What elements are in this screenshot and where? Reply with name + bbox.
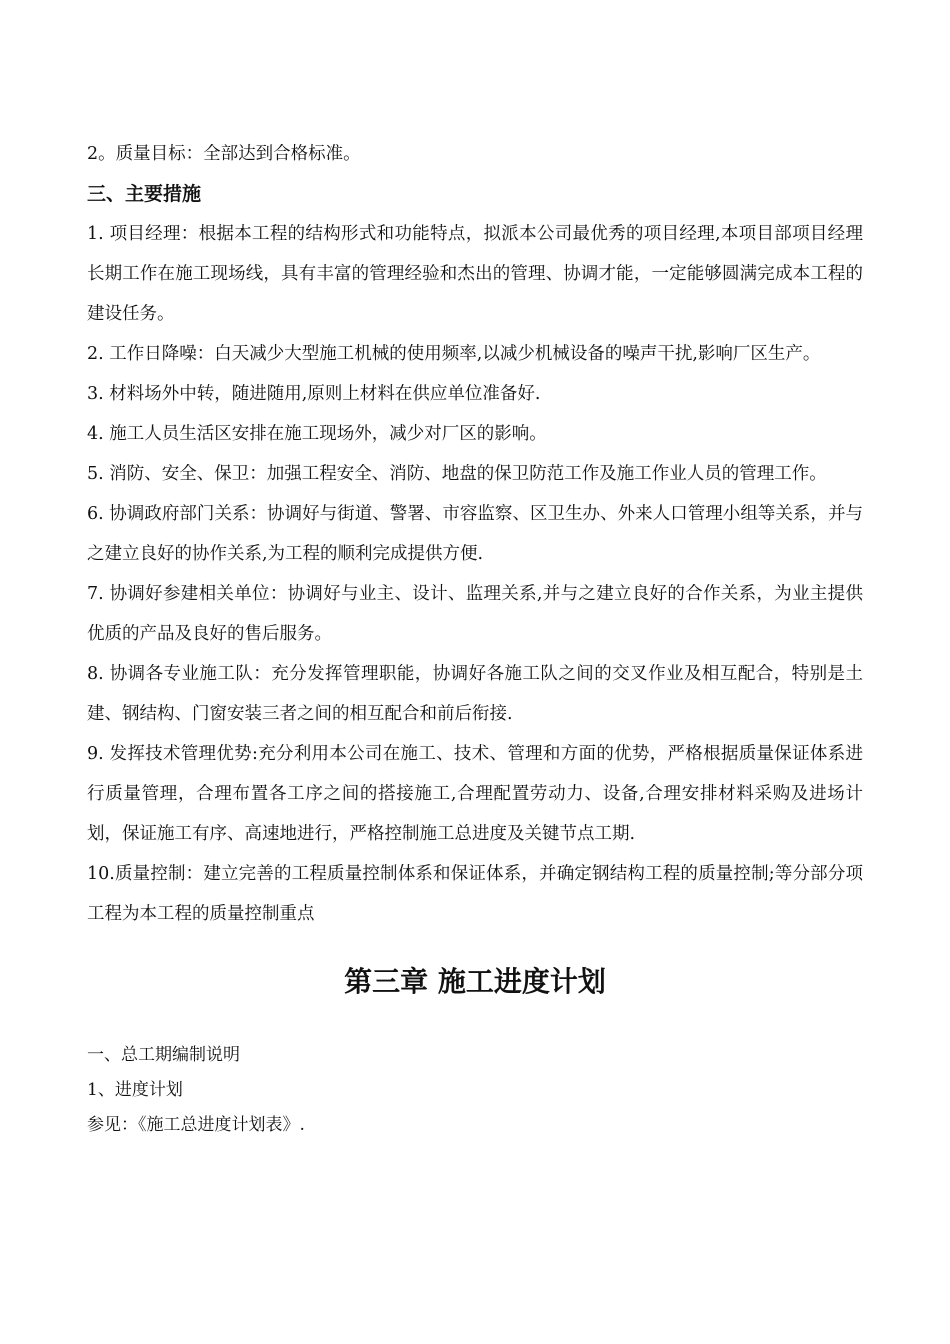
measure-item-5: 5. 消防、安全、保卫：加强工程安全、消防、地盘的保卫防范工作及施工作业人员的管理工作。: [87, 464, 827, 484]
quality-goal-line: 2。质量目标：全部达到合格标准。: [87, 144, 361, 164]
chapter-title: 第三章 施工进度计划: [344, 965, 606, 998]
measure-item-1: 1. 项目经理：根据本工程的结构形式和功能特点，拟派本公司最优秀的项目经理,本项目部项目经理长期工作在施工现场线，具有丰富的管理经验和杰出的管理、协调才能，一定能够圆满完成本工程的建设任务。: [87, 224, 863, 324]
schedule-heading: 一、总工期编制说明: [87, 1045, 240, 1065]
schedule-sub-heading: 1、进度计划: [87, 1080, 183, 1100]
measure-item-10: 10.质量控制：建立完善的工程质量控制体系和保证体系，并确定钢结构工程的质量控制;等分部分项工程为本工程的质量控制重点: [87, 864, 863, 924]
measure-item-2: 2. 工作日降噪：白天减少大型施工机械的使用频率,以减少机械设备的噪声干扰,影响厂区生产。: [87, 344, 821, 364]
measure-item-6: 6. 协调政府部门关系：协调好与街道、警署、市容监察、区卫生办、外来人口管理小组等关系，并与之建立良好的协作关系,为工程的顺利完成提供方便.: [87, 504, 863, 564]
schedule-reference: 参见：《施工总进度计划表》.: [87, 1115, 305, 1135]
document-content: [87, 134, 863, 1143]
chapter-heading-block: [87, 934, 863, 1038]
measure-item-7: 7. 协调好参建相关单位：协调好与业主、设计、监理关系,并与之建立良好的合作关系，为业主提供优质的产品及良好的售后服务。: [87, 584, 863, 644]
measure-item-9: 9. 发挥技术管理优势:充分利用本公司在施工、技术、管理和方面的优势，严格根据质量保证体系进行质量管理，合理布置各工序之间的搭接施工,合理配置劳动力、设备,合理安排材料采购及进场计划，保证施工有序、高速地进行，严格控制施工总进度及关键节点工期.: [87, 744, 863, 844]
measure-item-4: 4. 施工人员生活区安排在施工现场外，减少对厂区的影响。: [87, 424, 547, 444]
section-title-main-measures: 三、主要措施: [87, 183, 202, 205]
measure-item-8: 8. 协调各专业施工队：充分发挥管理职能，协调好各施工队之间的交叉作业及相互配合，特别是土建、钢结构、门窗安装三者之间的相互配合和前后衔接.: [87, 664, 863, 724]
measure-item-3: 3. 材料场外中转，随进随用,原则上材料在供应单位准备好.: [87, 384, 541, 404]
